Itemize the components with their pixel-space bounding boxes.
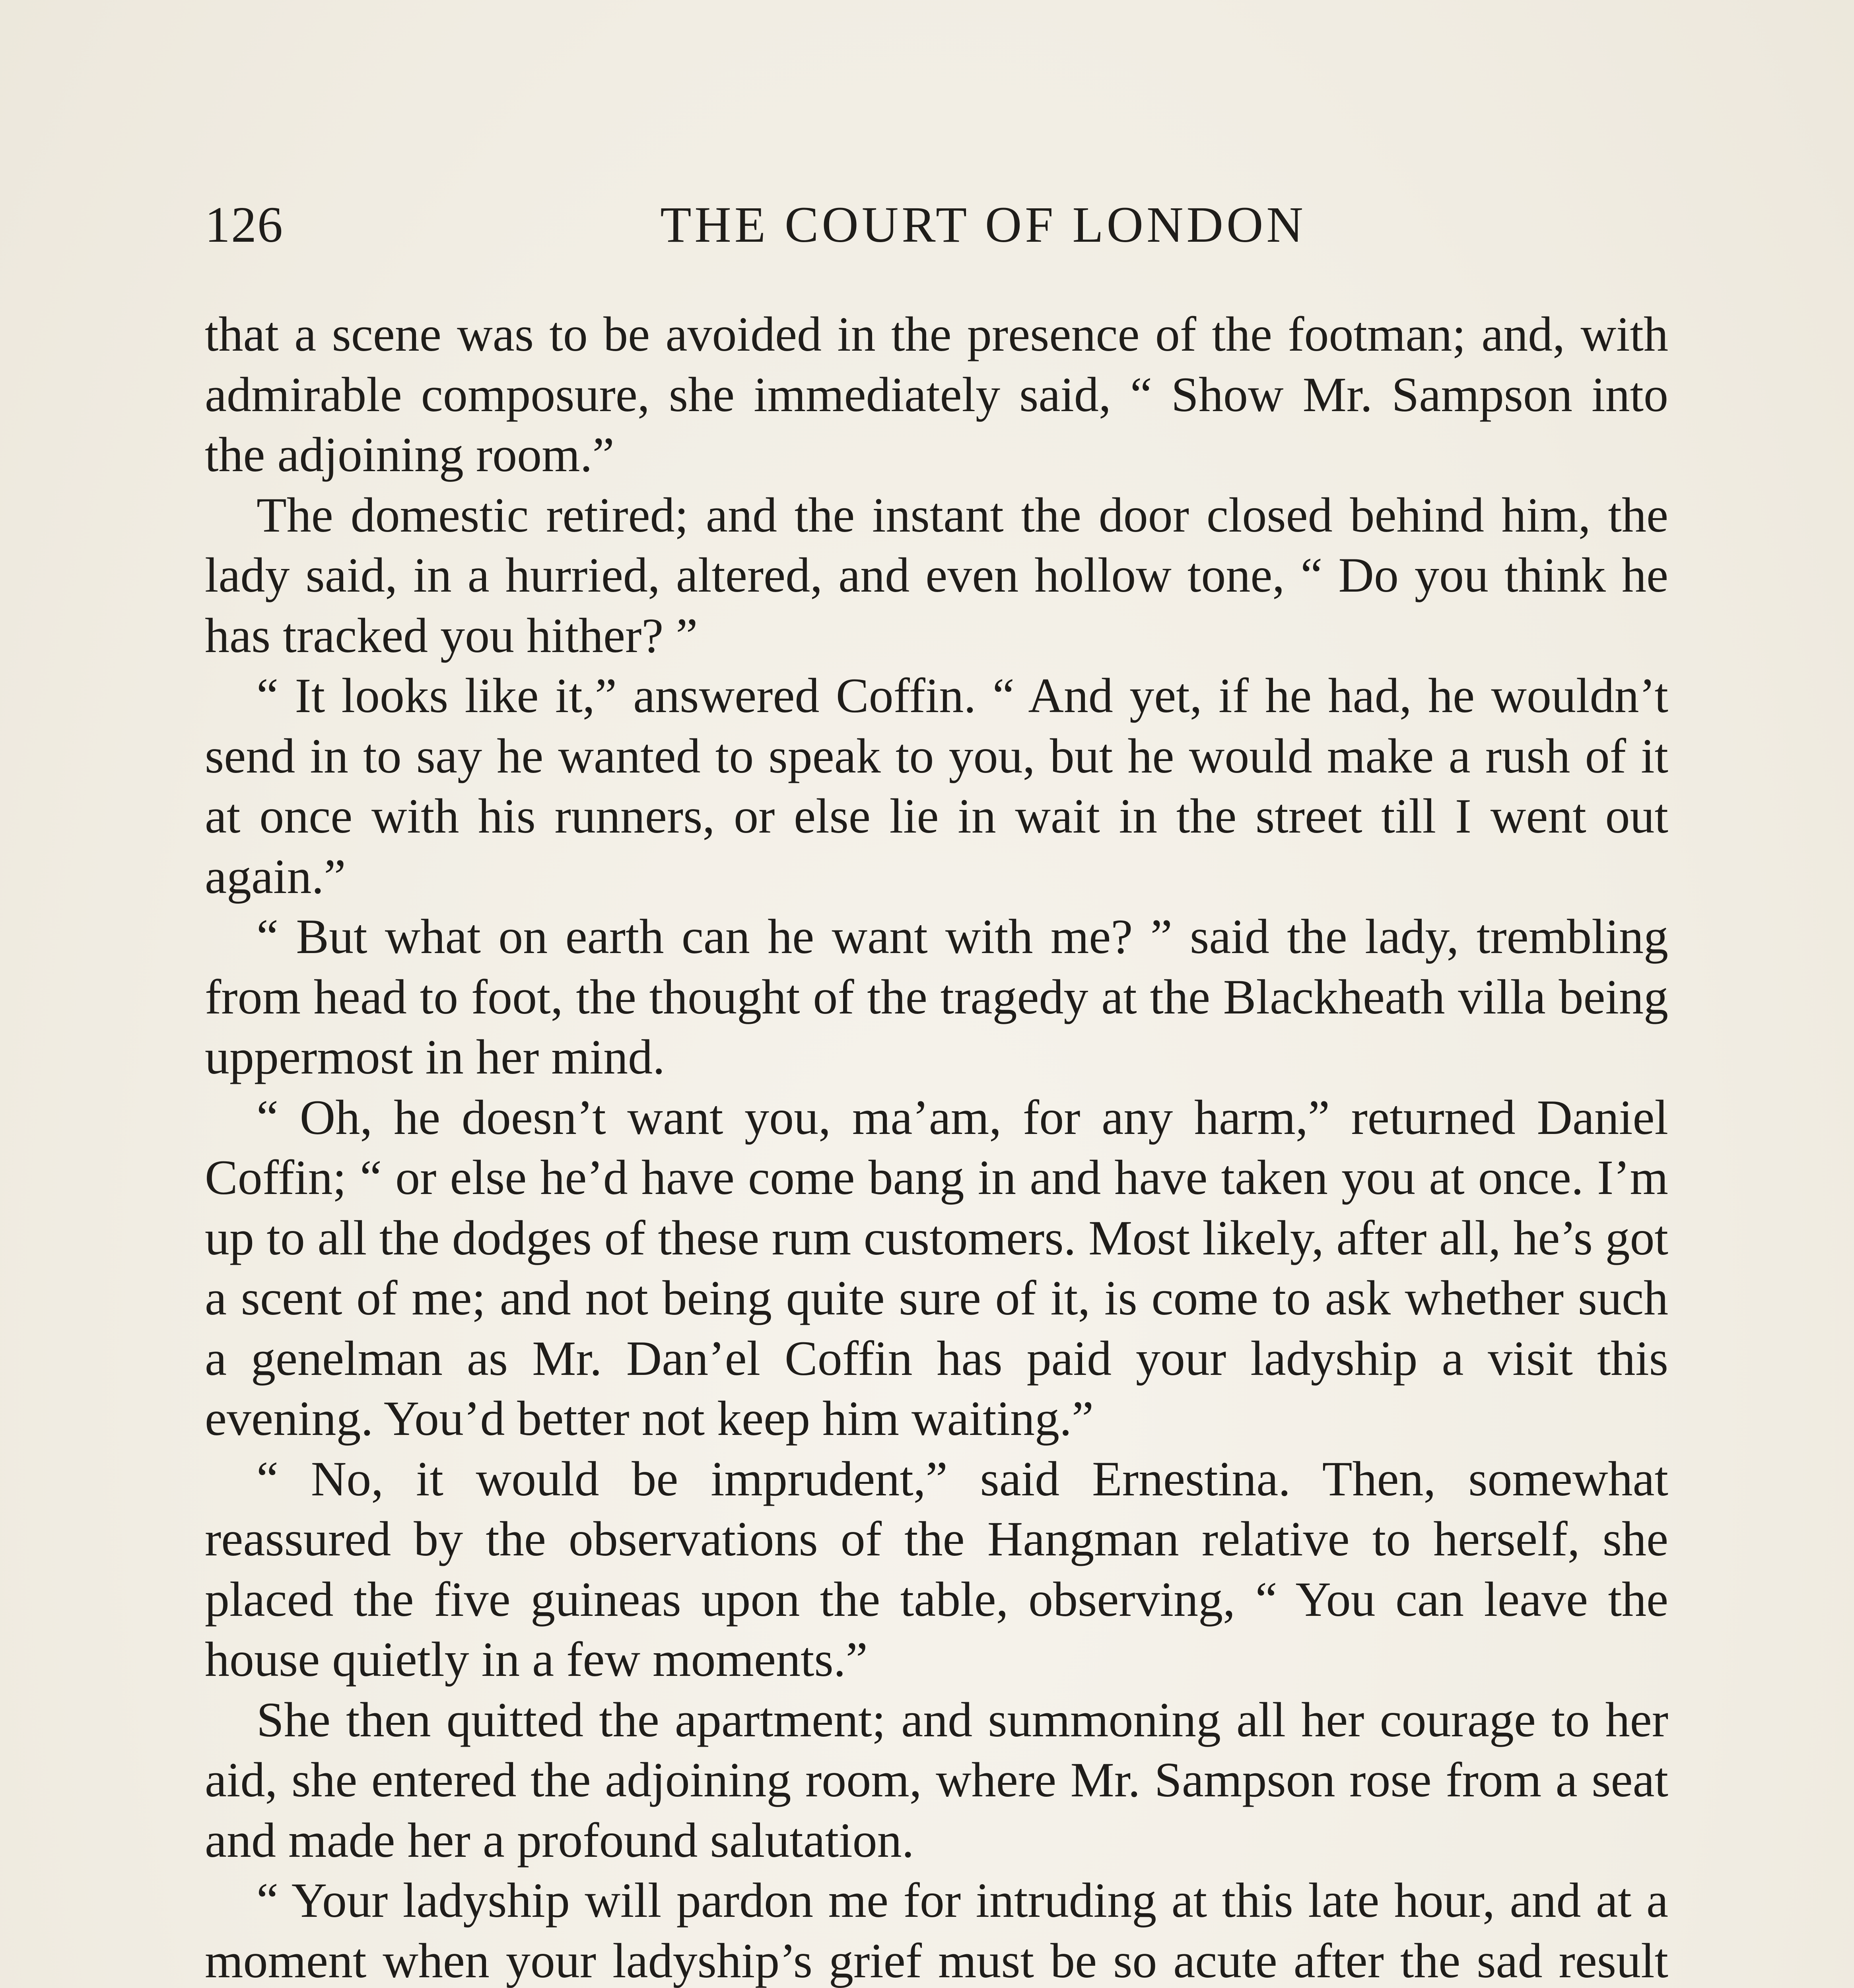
page-number: 126 (205, 196, 284, 253)
paragraph-5: “ Oh, he doesn’t want you, ma’am, for any harm,” returned Daniel Coffin; “ or else he’d have come bang in and have taken you at once. I’m up to all the dodges of these rum customers. Most likely, after all, he’s got a scent of me; and not being quite sure of it, is come to ask whether such a genelman as Mr. Dan’el Coffin has paid your ladyship a visit this evening. You’d better not keep him waiting.” (205, 1090, 1668, 1446)
paragraph-4: “ But what on earth can he want with me? ” said the lady, trembling from head to foot, the thought of the tragedy at the Blackheath villa being uppermost in her mind. (205, 909, 1668, 1084)
paragraph-8: “ Your ladyship will pardon me for intruding at this late hour, and at a moment when your ladyship’s grief must be so acute after the sad result (205, 1873, 1668, 1988)
running-head (205, 191, 1658, 258)
body-text (205, 304, 1668, 1988)
book-title: THE COURT OF LONDON (660, 196, 1306, 253)
paragraph-3: “ It looks like it,” answered Coffin. “ And yet, if he had, he wouldn’t send in to say he wanted to speak to you, but he would make a rush of it at once with his runners, or else lie in wait in the street till I went out again.” (205, 668, 1668, 904)
paragraph-6: “ No, it would be imprudent,” said Ernestina. Then, somewhat reassured by the observations of the Hangman relative to herself, she placed the five guineas upon the table, observing, “ You can leave the house quietly in a few moments.” (205, 1451, 1668, 1687)
paragraph-1: that a scene was to be avoided in the presence of the footman; and, with admirable composure, she immediately said, “ Show Mr. Sampson into the adjoining room.” (205, 307, 1668, 482)
paragraph-2: The domestic retired; and the instant the door closed behind him, the lady said, in a hurried, altered, and even hollow tone, “ Do you think he has tracked you hither? ” (205, 487, 1668, 663)
paragraph-7: She then quitted the apartment; and summoning all her courage to her aid, she entered the adjoining room, where Mr. Sampson rose from a seat and made her a profound salutation. (205, 1692, 1668, 1868)
